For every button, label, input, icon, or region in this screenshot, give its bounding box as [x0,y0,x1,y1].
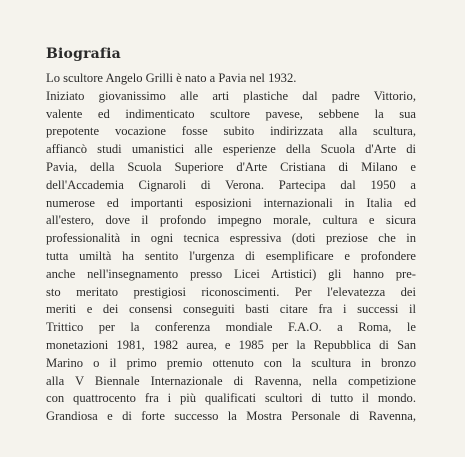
text-line: Pavia, della Scuola Superiore d'Arte Cristiana di Milano e [46,159,416,174]
text-line: monetazioni 1981, 1982 aurea, e 1985 per la Repubblica di San [46,337,416,352]
text-line: affiancò studi umanistici alle esperienze della Scuola d'Arte di [46,142,416,157]
text-line: professionalità in ogni tecnica espressiva (doti preziose che in [46,231,416,246]
biography-text [46,70,416,426]
text-line: dell'Accademia Cignaroli di Verona. Partecipa dal 1950 a [46,177,416,192]
text-line: Marino o il primo premio ottenuto con la scultura in bronzo [46,355,416,370]
text-line: prepotente vocazione fosse subito indirizzata alla scultura, [46,124,416,139]
text-line: Trittico per la conferenza mondiale F.A.O. a Roma, le [46,320,416,335]
text-line: tutta umiltà ha sentito l'urgenza di esemplificare e profondere [46,248,416,263]
text-line: alla V Biennale Internazionale di Ravenna, nella competizione [46,373,416,388]
text-line: Iniziato giovanissimo alle arti plastiche dal padre Vittorio, [46,88,416,103]
text-line: sto meritato prestigiosi riconoscimenti. Per l'elevatezza dei [46,284,416,299]
text-line: all'estero, dove il profondo impegno morale, cultura e sicura [46,213,416,228]
text-line: anche nell'insegnamento presso Licei Artistici) gli hanno pre- [46,266,416,281]
text-line: con quattrocento fra i più qualificati scultori di tutto il mondo. [46,391,416,406]
text-line: valente ed indimenticato scultore pavese, sebbene la sua [46,106,416,121]
text-line: Grandiosa e di forte successo la Mostra Personale di Ravenna, [46,409,416,424]
text-line: meriti e dei consensi conseguiti basti citare fra i successi il [46,302,416,317]
text-line: Lo scultore Angelo Grilli è nato a Pavia nel 1932. [46,71,297,85]
text-line: numerose ed importanti esposizioni internazionali in Italia ed [46,195,416,210]
section-heading: Biografia [46,46,121,62]
